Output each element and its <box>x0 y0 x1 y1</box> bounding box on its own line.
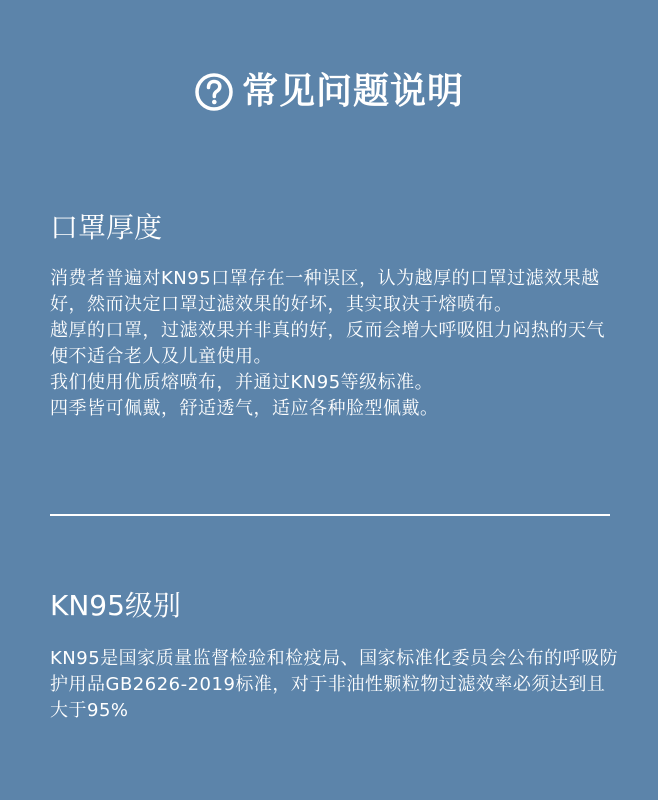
section-divider <box>50 514 610 516</box>
page-title: 常见问题说明 <box>241 71 464 112</box>
question-circle-icon <box>194 72 234 112</box>
paragraph: 四季皆可佩戴，舒适透气，适应各种脸型佩戴。 <box>50 398 439 419</box>
paragraph: 我们使用优质熔喷布，并通过KN95等级标准。 <box>50 372 434 393</box>
section-title-thickness: 口罩厚度 <box>50 211 163 244</box>
section-title-kn95: KN95级别 <box>50 589 181 622</box>
page-header <box>0 68 658 116</box>
section-body-thickness <box>50 266 620 422</box>
paragraph: 消费者普遍对KN95口罩存在一种误区，认为越厚的口罩过滤效果越好，然而决定口罩过滤效果的好坏，其实取决于熔喷布。 <box>50 268 600 315</box>
paragraph: KN95是国家质量监督检验和检疫局、国家标准化委员会公布的呼吸防护用品GB2626-2019标准，对于非油性颗粒物过滤效率必须达到且大于95% <box>50 648 619 721</box>
section-body-kn95 <box>50 646 620 724</box>
paragraph: 越厚的口罩，过滤效果并非真的好，反而会增大呼吸阻力闷热的天气便不适合老人及儿童使用。 <box>50 320 605 367</box>
